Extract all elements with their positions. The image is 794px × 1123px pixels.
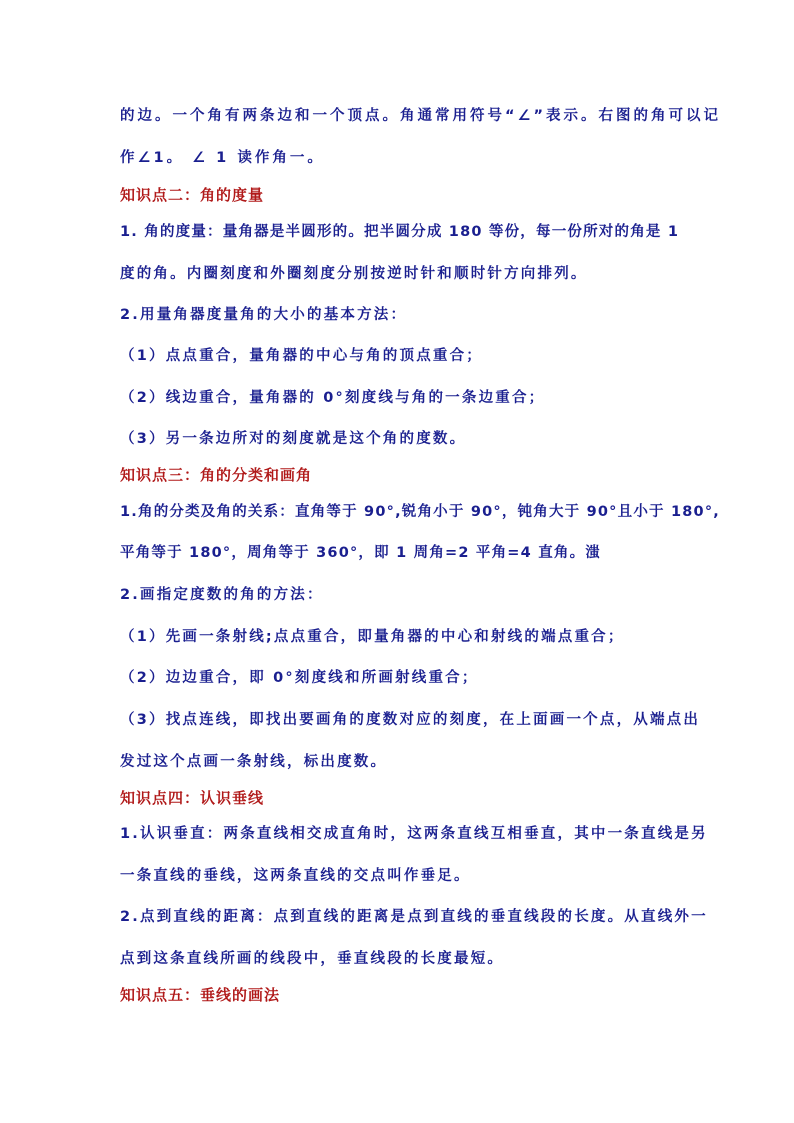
text-line-3: 1. 角的度量：量角器是半圆形的。把半圆分成 180 等份，每一份所对的角是 1 xyxy=(120,224,680,240)
text-line-15: 发过这个点画一条射线，标出度数。 xyxy=(120,754,388,770)
text-line-18: 2.点到直线的距离：点到直线的距离是点到直线的垂直线段的长度。从直线外一 xyxy=(120,909,708,925)
text-line-11: 2.画指定度数的角的方法： xyxy=(120,587,324,603)
heading-knowledge-point-5: 知识点五：垂线的画法 xyxy=(120,986,281,1004)
text-line-7: （2）线边重合，量角器的 0°刻度线与角的一条边重合； xyxy=(120,390,546,406)
text-line-13: （2）边边重合，即 0°刻度线和所画射线重合； xyxy=(120,670,479,686)
text-line-5: 2.用量角器度量角的大小的基本方法： xyxy=(120,307,408,323)
heading-knowledge-point-3: 知识点三：角的分类和画角 xyxy=(120,466,313,484)
text-line-2: 作∠1。 ∠ 1 读作角一。 xyxy=(120,150,325,166)
text-line-9: 1.角的分类及角的关系：直角等于 90°,锐角小于 90°，钝角大于 90°且小于 180°, xyxy=(120,504,721,520)
heading-knowledge-point-2: 知识点二：角的度量 xyxy=(120,186,265,204)
text-line-14: （3）找点连线，即找出要画角的度数对应的刻度，在上面画一个点，从端点出 xyxy=(120,712,701,728)
text-line-16: 1.认识垂直：两条直线相交成直角时，这两条直线互相垂直，其中一条直线是另 xyxy=(120,826,708,842)
text-line-6: （1）点点重合，量角器的中心与角的顶点重合； xyxy=(120,348,483,364)
text-line-1: 的边。一个角有两条边和一个顶点。角通常用符号“∠”表示。右图的角可以记 xyxy=(120,108,722,124)
text-line-19: 点到这条直线所画的线段中，垂直线段的长度最短。 xyxy=(120,951,505,967)
text-line-8: （3）另一条边所对的刻度就是这个角的度数。 xyxy=(120,431,467,447)
text-line-10: 平角等于 180°，周角等于 360°，即 1 周角=2 平角=4 直角。滍 xyxy=(120,545,601,561)
text-line-12: （1）先画一条射线;点点重合，即量角器的中心和射线的端点重合； xyxy=(120,629,625,645)
text-line-4: 度的角。内圈刻度和外圈刻度分别按逆时针和顺时针方向排列。 xyxy=(120,266,588,282)
heading-knowledge-point-4: 知识点四：认识垂线 xyxy=(120,789,265,807)
text-line-17: 一条直线的垂线，这两条直线的交点叫作垂足。 xyxy=(120,868,471,884)
